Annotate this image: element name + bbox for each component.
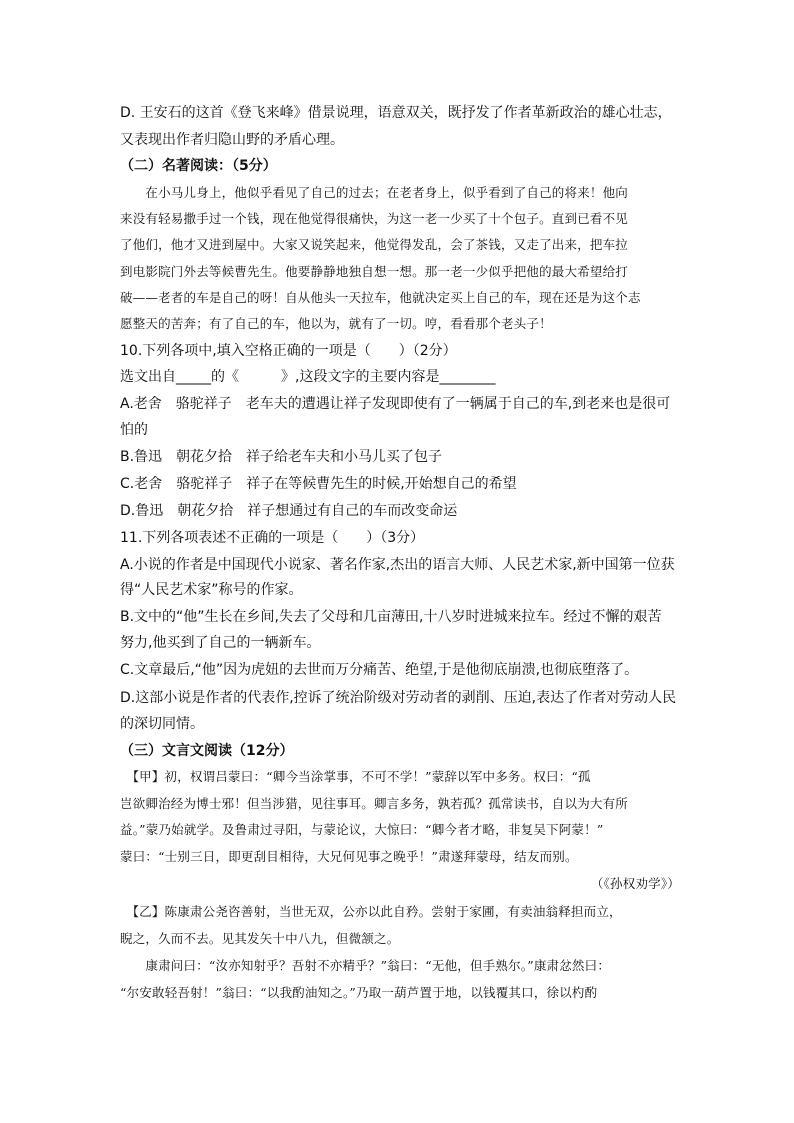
source-citation: （《孙权劝学》） xyxy=(590,876,680,891)
option-d: D.鲁迅 朝花夕拾 祥子想通过有自己的车而改变命运 xyxy=(120,503,458,519)
question-11: 11.下列各项表述不正确的一项是（ ）（3分） xyxy=(120,530,425,546)
option-b: B.鲁迅 朝花夕拾 祥子给老车夫和小马儿买了包子 xyxy=(120,449,443,465)
option-d: D.这部小说是作者的代表作,控诉了统治阶级对劳动者的剥削、压迫,表达了作者对劳动人民 xyxy=(120,690,677,706)
classical-line: 蒙曰：“士别三日，即更刮目相待，大兄何见事之晚乎！”肃遂拜蒙母，结友而别。 xyxy=(120,849,578,864)
classical-line: 睨之，久而不去。见其发矢十中八九，但微颔之。 xyxy=(120,931,400,946)
classical-line: 益。”蒙乃始就学。及鲁肃过寻阳，与蒙论议，大惊曰：“卿今者才略，非复吴下阿蒙！” xyxy=(120,822,604,837)
option-c: C.文章最后,“他”因为虎妞的去世而万分痛苦、绝望,于是他彻底崩溃,也彻底堕落了。 xyxy=(120,662,639,678)
section-heading: （三）文言文阅读（12分） xyxy=(120,743,294,759)
classical-line: 岂欲卿治经为博士邪！但当涉猎，见往事耳。卿言多务，孰若孤？孤常读书，自以为大有所 xyxy=(120,796,629,811)
passage-line: 愿整天的苦奔；有了自己的车，他以为，就有了一切。哼，看看那个老头子！ xyxy=(120,316,552,331)
option-d-cont: 的深切同情。 xyxy=(120,716,204,732)
option-a-cont: 得“人民艺术家”称号的作家。 xyxy=(120,582,303,598)
passage-line: 破——老者的车是自己的呀！自从他头一天拉车，他就决定买上自己的车，现在还是为这个志 xyxy=(120,290,641,305)
option-a-cont: 怕的 xyxy=(120,422,148,438)
classical-line: 康肃问曰：“汝亦知射乎？吾射不亦精乎？”翁曰：“无他，但手熟尔。”康肃忿然曰： xyxy=(120,958,611,973)
section-heading: （二）名著阅读：（5分） xyxy=(120,158,277,174)
passage-line: 在小马儿身上，他似乎看见了自己的过去；在老者身上，似乎看到了自己的将来！他向 xyxy=(120,185,629,200)
option-c: C.老舍 骆驼祥子 祥子在等候曹先生的时候,开始想自己的希望 xyxy=(120,476,517,492)
option-b: B.文中的“他”生长在乡间,失去了父母和几亩薄田,十八岁时进城来拉车。经过不懈的艰苦 xyxy=(120,609,662,625)
classical-line: “尔安敢轻吾射！”翁曰：“以我酌油知之。”乃取一葫芦置于地，以钱覆其口，徐以杓酌 xyxy=(120,985,598,1000)
passage-line: 来没有轻易撒手过一个钱，现在他觉得很痛快，为这一老一少买了十个包子。直到已看不见 xyxy=(120,211,629,226)
option-b-cont: 努力,他买到了自己的一辆新车。 xyxy=(120,635,321,651)
classical-line: 【乙】陈康肃公尧咨善射，当世无双，公亦以此自矜。尝射于家圃，有卖油翁释担而立， xyxy=(120,904,622,919)
option-a: A.老舍 骆驼祥子 老车夫的遭遇让祥子发现即使有了一辆属于自己的车,到老来也是很可 xyxy=(120,396,671,412)
text-line: 又表现出作者归隐山野的矛盾心理。 xyxy=(120,132,344,148)
text-line: D. 王安石的这首《登飞来峰》借景说理，语意双关，既抒发了作者革新政治的雄心壮志， xyxy=(120,105,672,121)
option-a: A.小说的作者是中国现代小说家、著名作家,杰出的语言大师、人民艺术家,新中国第一位获 xyxy=(120,557,675,573)
passage-line: 到电影院门外去等候曹先生。他要静静地独自想一想。那一老一少似乎把他的最大希望给打 xyxy=(120,264,629,279)
question-10-blank: 选文出自_____的《 》,这段文字的主要内容是________ xyxy=(120,369,496,385)
passage-line: 了他们，他才又进到屋中。大家又说笑起来，他觉得发乱，会了茶钱，又走了出来，把车拉 xyxy=(120,237,629,252)
question-10: 10.下列各项中,填入空格正确的一项是（ ）（2分） xyxy=(120,343,457,359)
classical-line: 【甲】初，权谓吕蒙曰：“卿今当涂掌事，不可不学！”蒙辞以军中多务。权曰：“孤 xyxy=(120,769,591,784)
